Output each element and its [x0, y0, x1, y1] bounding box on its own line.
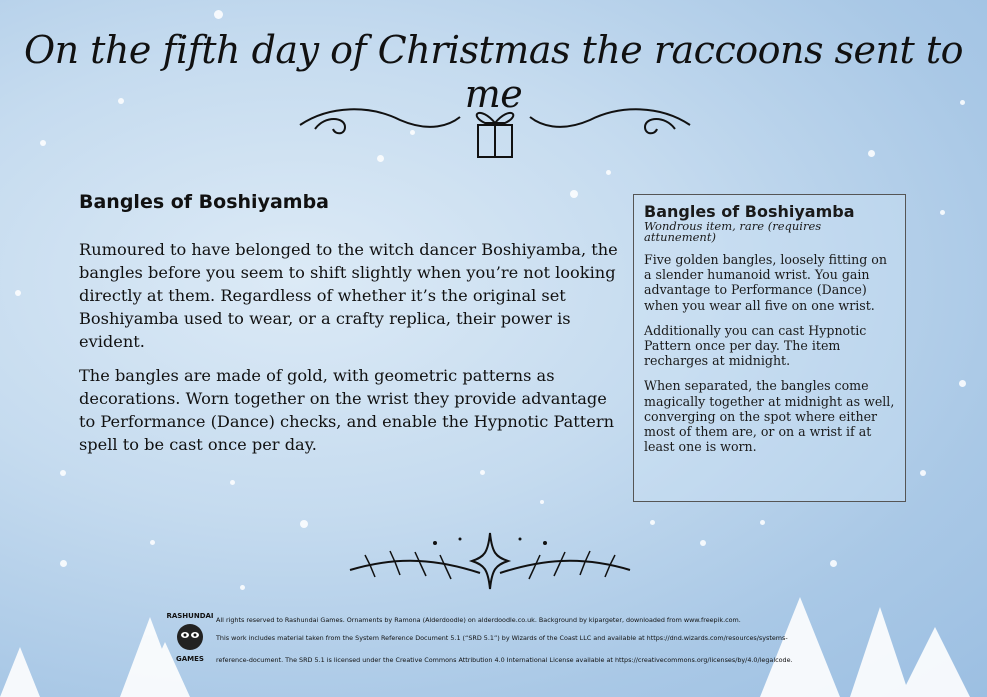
logo-bottom-text: GAMES [176, 655, 204, 663]
item-heading: Bangles of Boshiyamba [79, 191, 329, 213]
statblock-paragraph-2: Additionally you can cast Hypnotic Pattern once per day. The item recharges at midnight. [644, 322, 867, 369]
description-paragraph-2: The bangles are made of gold, with geometric patterns as decorations. Worn together on the wrist they provide advantage to Performance (Dance) checks, and enable the Hypnotic Pattern spell to be cast once per day. [79, 366, 615, 454]
statblock-paragraph-1: Five golden bangles, loosely fitting on a slender humanoid wrist. You gain advantage to Performance (Dance) when you wear all five on one wrist. [644, 252, 888, 313]
statblock-paragraph-3: When separated, the bangles come magically together at midnight as well, converging on the spot where either most of them are, or on a wrist if at least one is worn. [644, 378, 895, 455]
statblock-title: Bangles of Boshiyamba [644, 202, 855, 221]
logo-top-text: RASHUNDAI [166, 612, 214, 620]
page-title: On the fifth day of Christmas the raccoons sent to me [23, 28, 964, 116]
item-statblock [633, 194, 906, 502]
footer-license-line-1: This work includes material taken from the System Reference Document 5.1 (“SRD 5.1”) by Wizards of the Coast LLC and available at https://dnd.wizards.com/resources/systems- [216, 634, 788, 642]
raccoon-logo-icon [166, 611, 214, 663]
statblock-subtitle: Wondrous item, rare (requires attunement) [644, 219, 822, 244]
footer-credits: All rights reserved to Rashundai Games. Ornaments by Ramona (Alderdoodle) on alderdoodle.co.uk. Background by kipargeter, downloaded from www.freepik.com. [216, 616, 741, 624]
description-paragraph-1: Rumoured to have belonged to the witch dancer Boshiyamba, the bangles before you seem to shift slightly when you’re not looking directly at them. Regardless of whether it’s the original set Boshiyamba used to wear, or a crafty replica, their power is evident. [79, 240, 618, 351]
gift-scroll-ornament-icon [290, 95, 700, 165]
pine-branch-star-ornament-icon [340, 525, 640, 595]
footer-license-line-2: reference-document. The SRD 5.1 is licensed under the Creative Commons Attribution 4.0 International License available at https://creativecommons.org/licenses/by/4.0/legalcode. [216, 656, 793, 664]
